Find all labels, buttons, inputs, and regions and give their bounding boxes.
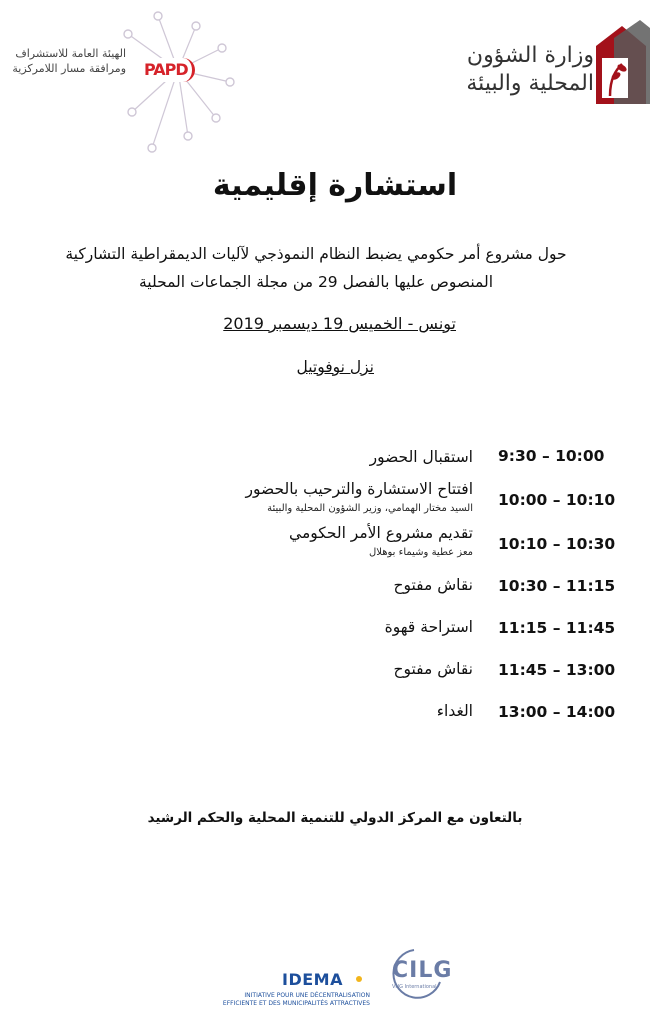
idema-dot-icon — [356, 976, 362, 982]
schedule-activity: نقاش مفتوح — [393, 660, 473, 678]
schedule-time: 11:15 – 11:45 — [498, 619, 616, 637]
schedule-time: 10:10 – 10:30 — [498, 535, 616, 553]
schedule-activity: الغداء — [436, 702, 473, 720]
schedule-activity: استراحة قهوة — [384, 618, 473, 636]
ministry-logo-line2: المحلية والبيئة — [466, 71, 594, 96]
idema-tagline-line2: EFFICIENTE ET DES MUNICIPALITÉS ATTRACTIVES — [222, 1000, 370, 1007]
papd-logo-line2: ومرافقة مسار اللامركزية — [12, 62, 126, 75]
schedule-activity: نقاش مفتوح — [393, 576, 473, 594]
schedule-activity: افتتاح الاستشارة والترحيب بالحضور — [245, 480, 473, 498]
idema-logo-name: IDEMA — [282, 970, 343, 989]
schedule-detail: السيد مختار الهمامي، وزير الشؤون المحلية والبيئة — [267, 503, 473, 514]
papd-logo-line1: الهيئة العامة للاستشراف — [15, 47, 126, 60]
subtitle-line1: حول مشروع أمر حكومي يضبط النظام النموذجي لآليات الديمقراطية التشاركية — [65, 245, 567, 263]
schedule-detail: معز عطية وشيماء بوهلال — [369, 547, 473, 558]
cilg-logo — [380, 944, 453, 1004]
papd-logo — [8, 8, 258, 158]
ministry-logo — [466, 14, 650, 114]
network-graphic-icon — [118, 8, 238, 158]
page-title: استشارة إقليمية — [212, 168, 458, 203]
event-date: تونس - الخميس 19 ديسمبر 2019 — [223, 314, 456, 333]
cilg-tagline: VNG International — [392, 984, 437, 990]
schedule-activity: تقديم مشروع الأمر الحكومي — [289, 524, 473, 542]
subtitle — [36, 240, 596, 296]
schedule-time: 10:30 – 11:15 — [498, 577, 616, 595]
papd-badge: PAPD — [140, 58, 195, 82]
cilg-logo-name: CILG — [392, 958, 453, 983]
schedule-time: 13:00 – 14:00 — [498, 703, 616, 721]
schedule-time: 11:45 – 13:00 — [498, 661, 616, 679]
ministry-house-icon — [592, 18, 650, 104]
schedule-activity: استقبال الحضور — [369, 448, 473, 466]
ministry-logo-text — [464, 42, 594, 98]
event-venue: نزل نوفوتيل — [296, 358, 374, 376]
schedule-time: 10:00 – 10:10 — [498, 491, 616, 509]
ministry-logo-line1: وزارة الشؤون — [466, 43, 594, 68]
idema-tagline — [200, 992, 370, 1008]
partnership-note: بالتعاون مع المركز الدولي للتنمية المحلية والحكم الرشيد — [147, 810, 523, 826]
subtitle-line2: المنصوص عليها بالفصل 29 من مجلة الجماعات المحلية — [138, 273, 494, 291]
papd-logo-arabic — [8, 46, 126, 76]
schedule-time: 9:30 – 10:00 — [498, 447, 605, 465]
idema-logo — [200, 970, 370, 1020]
idema-tagline-line1: INITIATIVE POUR UNE DÉCENTRALISATION — [244, 992, 370, 999]
